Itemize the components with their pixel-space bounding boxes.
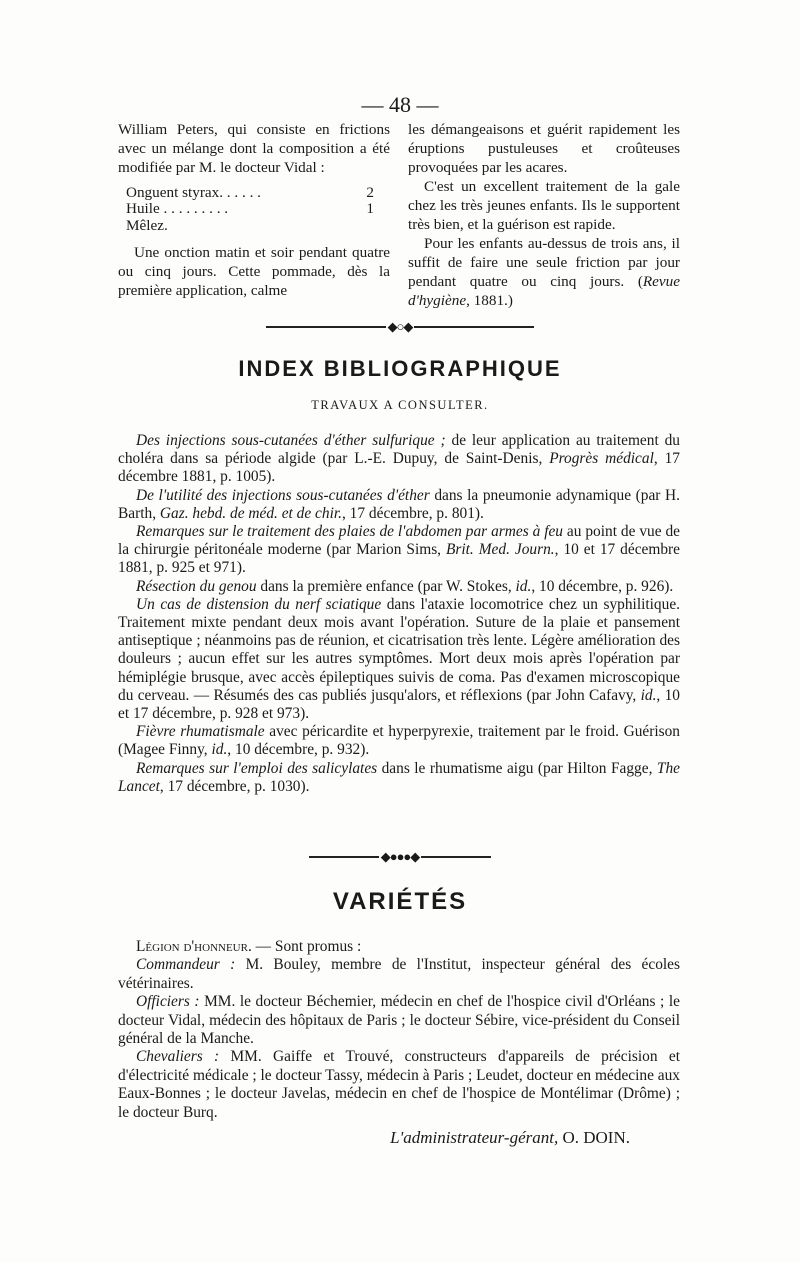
formula-row bbox=[118, 201, 390, 217]
bibliography-subtitle: TRAVAUX A CONSULTER. bbox=[311, 398, 489, 412]
left-paragraph: Une onction matin et soir pendant quatre ou cinq jours. Cette pommade, dès la première application, calme bbox=[118, 244, 390, 299]
source-citation: Revue d'hygiène bbox=[408, 273, 680, 309]
commandeur-paragraph: Commandeur : M. Bouley, membre de l'Institut, inspecteur général des écoles vétérinaires. bbox=[118, 956, 680, 992]
formula-end: Mêlez. bbox=[126, 217, 168, 234]
bibliography-entry: Un cas de distension du nerf sciatique dans l'ataxie locomotrice chez un syphilitique. Traitement mixte pendant deux mois avant l'opération. Suture de la plaie et pansement antiseptique ; néanmoins pas de réunion, et cicatrisation très lente. Légère amélioration des douleurs ; aucun effet sur les autres symptômes. Mort deux mois après l'opération par hémiplégie brusque, avec accès épileptiques suivis de coma. Pas d'examen microscopique du cerveau. — Résumés des cas publiés jusqu'alors, et réflexions (par John Cafavy, id., 10 et 17 décembre, p. 928 et 973). bbox=[118, 595, 680, 723]
bibliography-entry: Remarques sur l'emploi des salicylates dans le rhumatisme aigu (par Hilton Fagge, The Lancet, 17 décembre, p. 1030). bbox=[118, 759, 680, 795]
chevaliers-paragraph: Chevaliers : MM. Gaiffe et Trouvé, constructeurs d'appareils de précision et d'électricité médicale ; le docteur Tassy, médecin à Paris ; Leudet, docteur en médecine aux Eaux-Bonnes ; le docteur Javelas, médecin en chef de l'hospice de Montélimar (Drôme) ; le docteur Burq. bbox=[118, 1048, 681, 1121]
officiers-paragraph: Officiers : MM. le docteur Béchemier, médecin en chef de l'hospice civil d'Orléans ; le docteur Vidal, médecin des hôpitaux de Paris ; le docteur Sébire, vice-président du Conseil général de la Manche. bbox=[118, 993, 680, 1048]
legion-paragraph: Légion d'honneur. — Sont promus : bbox=[136, 938, 362, 955]
formula-row bbox=[118, 185, 390, 201]
signature: L'administrateur-gérant, O. DOIN. bbox=[390, 1128, 630, 1147]
formula-qty: 1 bbox=[366, 200, 374, 217]
bibliography-entry: Remarques sur le traitement des plaies de l'abdomen par armes à feu au point de vue de la chirurgie péritonéale moderne (par Marion Sims, Brit. Med. Journ., 10 et 17 décembre 1881, p. 925 et 971). bbox=[118, 523, 680, 577]
two-column-section bbox=[118, 120, 680, 310]
right-paragraph-2: C'est un excellent traitement de la gale chez les très jeunes enfants. Ils le supportent très bien, et la guérison est rapide. bbox=[408, 178, 680, 233]
varietes-title: VARIÉTÉS bbox=[332, 888, 468, 915]
bibliography-entry: Résection du genou dans la première enfance (par W. Stokes, id., 10 décembre, p. 926). bbox=[136, 577, 674, 595]
formula-qty: 2 bbox=[366, 184, 374, 201]
varietes-section bbox=[118, 938, 680, 1122]
right-paragraph-3: Pour les enfants au-dessus de trois ans, il suffit de faire une seule friction par jour pendant quatre ou cinq jours. (Revue d'hygiène, 1881.) bbox=[408, 235, 680, 309]
section-divider: ◆●●●◆ bbox=[0, 848, 800, 866]
left-intro: William Peters, qui consiste en frictions avec un mélange dont la composition a été modifiée par M. le docteur Vidal : bbox=[118, 121, 390, 176]
bibliography-entry: Fièvre rhumatismale avec péricardite et hyperpyrexie, traitement par le froid. Guérison (Magee Finny, id., 10 décembre, p. 932). bbox=[118, 723, 681, 759]
bibliography-entry: Des injections sous-cutanées d'éther sulfurique ; de leur application au traitement du choléra dans sa période algide (par L.-E. Dupuy, de Saint-Denis, Progrès médical, 17 décembre 1881, p. 1005). bbox=[118, 432, 680, 486]
formula-item: Huile . . . . . . . . . bbox=[126, 200, 229, 217]
formula-item: Onguent styrax. . . . . . bbox=[126, 184, 261, 201]
page-number: — 48 — bbox=[361, 92, 439, 117]
right-column bbox=[408, 120, 680, 310]
section-divider: ◆○◆ bbox=[0, 318, 800, 336]
bibliography-entry: De l'utilité des injections sous-cutanées d'éther dans la pneumonie adynamique (par H. Barth, Gaz. hebd. de méd. et de chir., 17 décembre, p. 801). bbox=[118, 486, 680, 522]
left-column bbox=[118, 120, 390, 310]
formula bbox=[118, 185, 390, 235]
bibliography-list bbox=[118, 432, 680, 796]
right-paragraph-1: les démangeaisons et guérit rapidement les éruptions pustuleuses et croûteuses provoquées par les acares. bbox=[408, 121, 680, 176]
bibliography-title: INDEX BIBLIOGRAPHIQUE bbox=[238, 356, 562, 381]
